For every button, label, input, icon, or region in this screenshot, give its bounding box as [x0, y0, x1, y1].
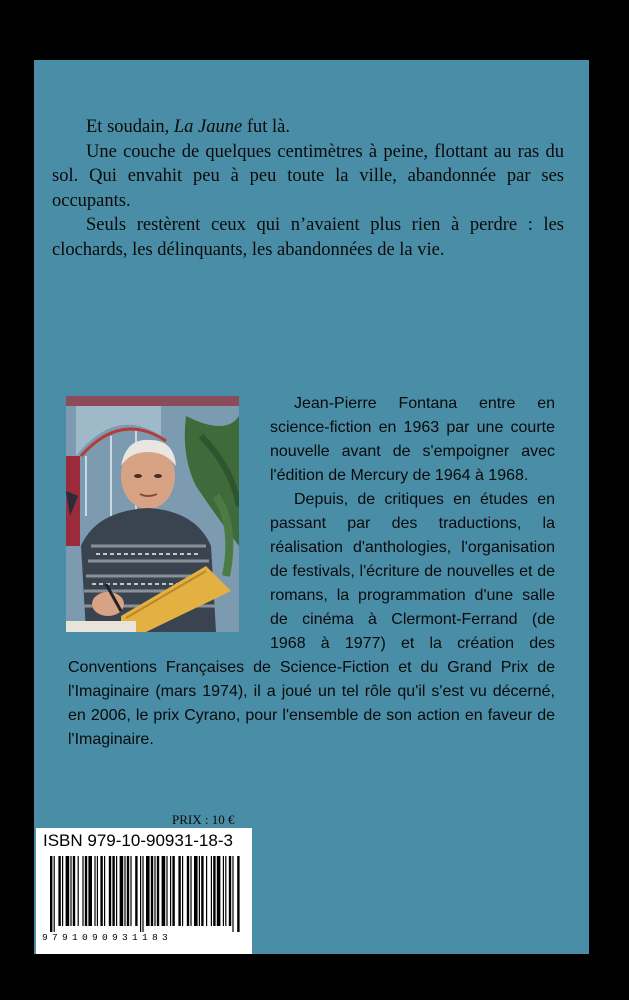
- barcode-bar: [213, 856, 215, 926]
- barcode-bar: [73, 856, 75, 926]
- barcode-bar: [201, 856, 203, 926]
- barcode-bar: [225, 856, 226, 926]
- barcode-bar: [70, 856, 71, 926]
- barcode-bar: [178, 856, 180, 926]
- barcode-bar: [104, 856, 105, 926]
- barcode-bar: [112, 856, 114, 926]
- barcode-digits: 9791090931183: [42, 932, 173, 943]
- barcode-bar: [82, 856, 83, 926]
- bio-paragraph-2: Depuis, de critiques en études en passant par des traductions, la réalisation d'anthologies, l'organisation de festivals, l'écriture de nouvelles et de romans, la programmation d'une salle de cinéma à Clermont-Ferrand (de 1968 à 1977) et la création des Conventions Françaises de Science-Fiction et du Grand Prix de l'Imaginaire (mars 1974), il a joué un tel rôle qu'il s'est vu décerné, en 2006, le prix Cyrano, pour l'ensemble de son action en faveur de l'Imaginaire.: [68, 491, 555, 748]
- barcode-bar: [109, 856, 111, 926]
- barcode-bar: [217, 856, 221, 926]
- barcode-bar: [100, 856, 102, 926]
- barcode-bar: [146, 856, 150, 926]
- book-title: La Jaune: [173, 117, 243, 137]
- barcode-bar: [237, 856, 239, 932]
- blurb-paragraph-3: Seuls restèrent ceux qui n’avaient plus rien à perdre : les clochards, les délinquants, les abandonnées de la vie.: [52, 215, 564, 260]
- barcode-bar: [172, 856, 174, 926]
- barcode-bar: [97, 856, 98, 926]
- barcode-bar: [62, 856, 63, 926]
- bio-paragraph-1: Jean-Pierre Fontana entre en science-fiction en 1963 par une courte nouvelle avant de s'empoigner avec l'édition de Mercury de 1964 à 1968.: [270, 395, 555, 484]
- photo-spacer: [68, 392, 270, 650]
- barcode-bar: [194, 856, 198, 926]
- price-label: PRIX : 10 €: [172, 812, 235, 827]
- barcode-bar: [187, 856, 189, 926]
- barcode-bar: [142, 856, 143, 932]
- isbn-label: ISBN 979-10-90931-18-3: [43, 831, 233, 850]
- blurb-paragraph-2: Une couche de quelques centimètres à peine, flottant au ras du sol. Qui envahit peu à peu toute la ville, abandonnée par ses occupants.: [52, 141, 564, 211]
- barcode-bar: [54, 856, 55, 932]
- barcode-bar: [85, 856, 87, 926]
- author-bio: [68, 392, 555, 752]
- blurb-text: [52, 115, 564, 262]
- barcode-bar: [229, 856, 231, 926]
- barcode-bar: [88, 856, 92, 926]
- barcode-bar: [166, 856, 167, 926]
- barcode-bar: [223, 856, 224, 926]
- barcode-bar: [135, 856, 137, 926]
- barcode-bar: [157, 856, 159, 926]
- barcode-bar: [190, 856, 191, 926]
- barcode-bar: [78, 856, 79, 926]
- blurb-paragraph-1: Et soudain, La Jaune fut là.: [86, 117, 290, 137]
- barcode-bar: [154, 856, 155, 926]
- barcode-icon: [36, 852, 252, 932]
- barcode-bar: [58, 856, 60, 926]
- barcode-bar: [140, 856, 141, 932]
- barcode-bar: [182, 856, 183, 926]
- barcode-bar: [211, 856, 212, 926]
- barcode-bar: [162, 856, 166, 926]
- barcode-bar: [66, 856, 70, 926]
- back-cover: [34, 60, 589, 954]
- barcode-bar: [232, 856, 233, 932]
- isbn-block: [36, 828, 252, 954]
- barcode-bar: [206, 856, 207, 926]
- barcode-bar: [50, 856, 52, 932]
- barcode-bar: [151, 856, 153, 926]
- barcode-bar: [124, 856, 125, 926]
- barcode-bar: [170, 856, 171, 926]
- barcode-bar: [199, 856, 200, 926]
- barcode-bar: [116, 856, 117, 926]
- barcode-bar: [127, 856, 129, 926]
- barcode-bar: [94, 856, 95, 926]
- barcode-bar: [130, 856, 131, 926]
- barcode-bar: [120, 856, 124, 926]
